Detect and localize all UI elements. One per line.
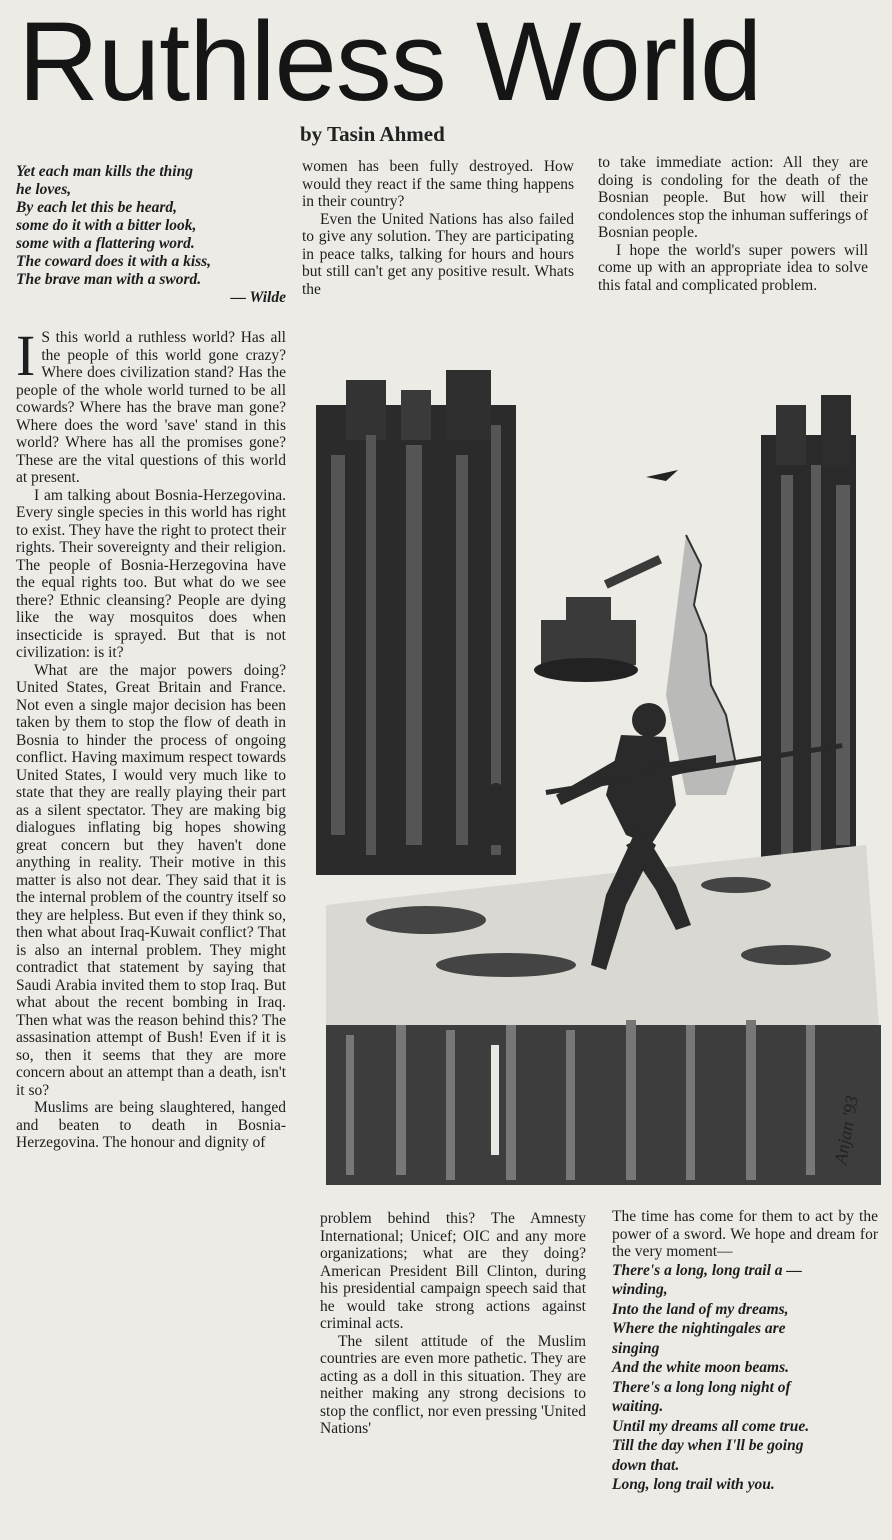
drop-cap: I: [16, 323, 36, 388]
poem-line: Till the day when I'll be going: [612, 1437, 804, 1454]
column-2-top: [302, 158, 574, 298]
column-3-top: [598, 154, 868, 294]
article-paragraph: The time has come for them to act by the power of a sword. We hope and dream for the very moment—: [612, 1208, 878, 1260]
epigraph-line: Yet each man kills the thing: [16, 163, 193, 180]
article-paragraph: problem behind this? The Amnesty International; Unicef; OIC and any more organizations; what are they doing? American President Bill Clinton, during his presidential campaign speech said that he would take strong actions against criminal acts.: [320, 1210, 586, 1332]
poem-line: Long, long trail with you.: [612, 1476, 775, 1493]
epigraph-attribution: — Wilde: [230, 289, 286, 306]
epigraph-line: The coward does it with a kiss,: [16, 253, 212, 270]
epigraph-line: some do it with a bitter look,: [16, 217, 197, 234]
article-paragraph: I am talking about Bosnia-Herzegovina. Every single species in this world has right to exist. They have the right to protect their rights. Their sovereignty and their religion. The people of Bosnia-Herzegovina have the equal rights too. But what do we see there? Ethnic cleansing? People are dying like the way mosquitos does when insecticide is sprayed. But that is not civilization: is it?: [16, 486, 286, 661]
poem-line: Into the land of my dreams,: [612, 1300, 789, 1318]
epigraph-line: The brave man with a sword.: [16, 271, 202, 288]
article-paragraph: Muslims are being slaughtered, hanged and beaten to death in Bosnia-Herzegovina. The honour and dignity of: [16, 1099, 286, 1151]
article-paragraph: What are the major powers doing? United States, Great Britain and France. Not even a single major decision has been taken by them to stop the flow of death in Bosnia to hinder the process of ongoing conflict. Having maximum respect towards United States, I would very much like to state that they are really playing their part as a silent spectator. They are making big dialogues inflating big hopes showing great concern but they haven't done anything in reality. Their motive in this matter is also not dear. They said that it is the internal problem of the country itself so they are helpless. But even if they think so, then what about Iraq-Kuwait conflict? That is also an internal problem. They might contradict that statement by saying that Saudi Arabia invited them to stop Iraq. But what about the recent bombing in Iraq. Then what was the reason behind this? The assasination attempt of Bush! Even if it is so, then it seems that they are more concern about an attempt than a death, isn't it so?: [16, 661, 286, 1099]
closing-poem: [612, 1261, 878, 1495]
article-paragraph: [16, 323, 286, 487]
poem-line: singing: [612, 1339, 660, 1357]
war-illustration: [306, 365, 886, 1203]
article-title: Ruthless World: [18, 0, 762, 124]
poem-line: There's a long, long trail a —: [612, 1261, 802, 1279]
epigraph-line: he loves,: [16, 181, 72, 198]
column-3-bottom: [612, 1208, 878, 1495]
poem-line: There's a long long night of: [612, 1378, 791, 1396]
poem-line: winding,: [612, 1281, 668, 1298]
epigraph-line: By each let this be heard,: [16, 199, 178, 216]
epigraph-line: some with a flattering word.: [16, 235, 195, 252]
artist-signature: Anjan '93: [830, 1093, 862, 1166]
column-1: [16, 163, 286, 1152]
poem-line: And the white moon beams.: [612, 1359, 789, 1376]
poem-line: waiting.: [612, 1398, 664, 1415]
article-paragraph: I hope the world's super powers will come up with an appropriate idea to solve this fatal and complicated problem.: [598, 241, 868, 294]
article-paragraph: Even the United Nations has also failed to give any solution. They are participating in peace talks, talking for hours and hours but still can't get any positive result. Whats the: [302, 210, 574, 298]
paragraph-text: S this world a ruthless world? Has all the people of this world gone crazy? Where does civilization stand? Has the people of the whole world turned to be all cowards? Where has the brave man gone? Where does the word 'save' stand in this world? Where has all the promises gone? These are the vital questions of this world at present.: [16, 329, 286, 486]
poem-line: Where the nightingales are: [612, 1320, 786, 1337]
epigraph: [16, 163, 286, 307]
article-paragraph: to take immediate action: All they are doing is condoling for the death of the Bosnian people. But how will their condolences stop the inhuman sufferings of Bosnian people.: [598, 154, 868, 241]
article-paragraph: women has been fully destroyed. How would they react if the same thing happens in their country?: [302, 158, 574, 210]
poem-line: down that.: [612, 1456, 680, 1474]
column-2-bottom: [320, 1210, 586, 1438]
article-paragraph: The silent attitude of the Muslim countries are even more pathetic. They are acting as a doll in this situation. They are neither making any strong decisions to stop the conflict, nor even pressing 'United Nations': [320, 1332, 586, 1437]
article-byline: by Tasin Ahmed: [300, 122, 445, 146]
poem-line: Until my dreams all come true.: [612, 1417, 810, 1435]
